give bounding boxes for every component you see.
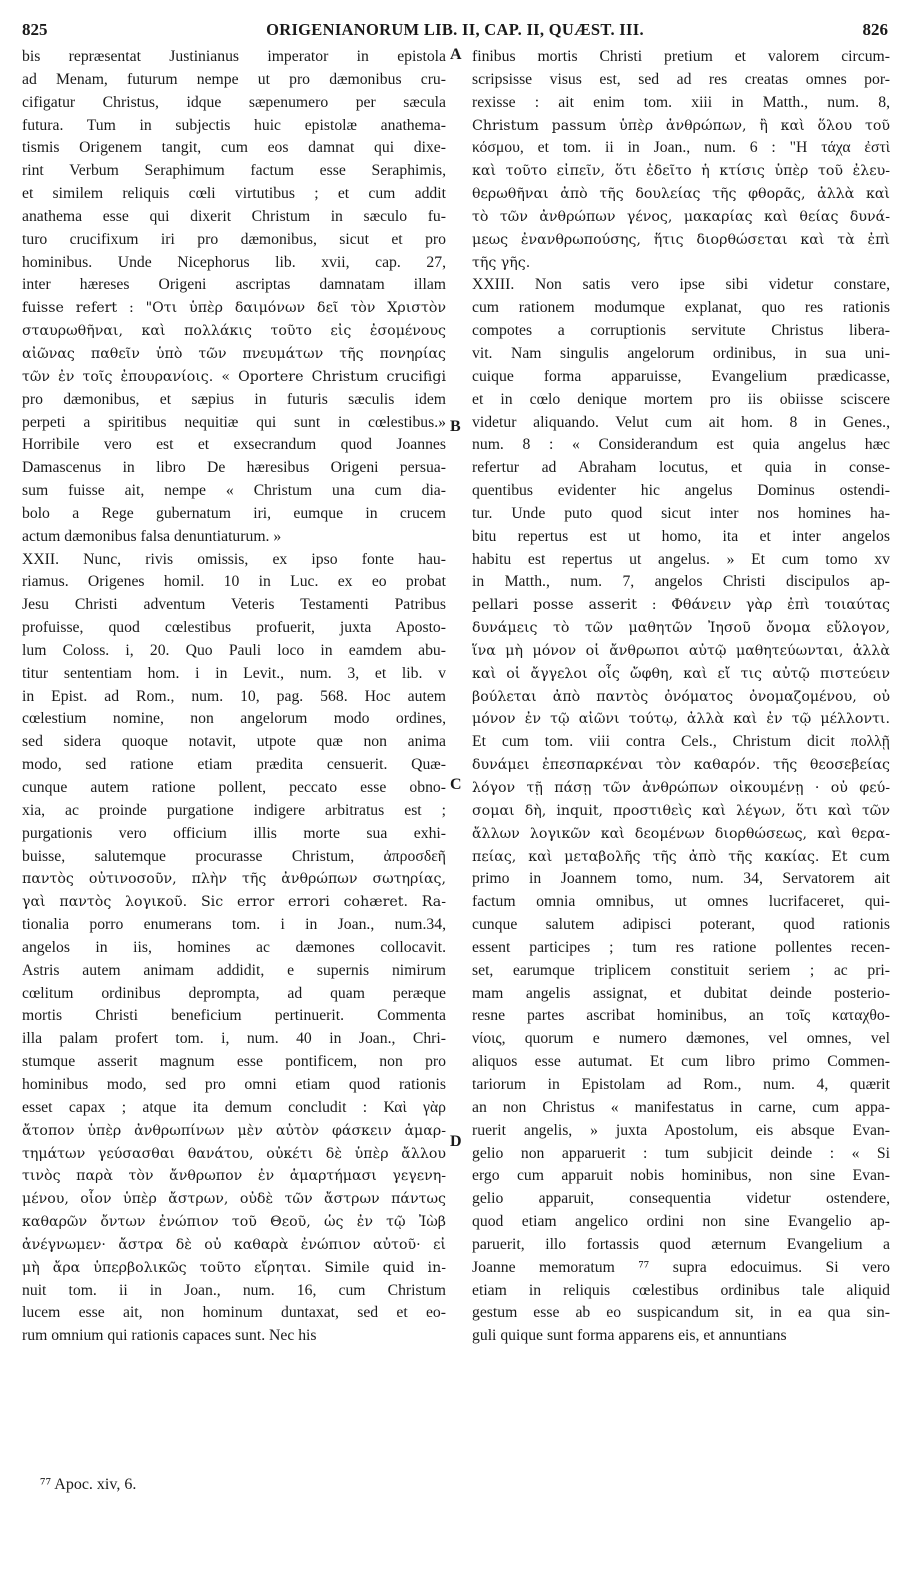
text-line: et similem reliquis cœli virtutibus ; et cum addit xyxy=(22,185,446,203)
text-line: θερωθῆναι ἀπὸ τῆς δουλείας τῆς φθορᾶς, ἀλλὰ καὶ xyxy=(472,186,890,203)
text-line: Joanne memoratum ⁷⁷ supra edocuimus. Si vero xyxy=(472,1258,890,1276)
text-line: quentibus evidenter hic angelus Dominus ostendi- xyxy=(472,482,890,500)
text-line: cœlitum ordinibus deprompta, ad quam peræque xyxy=(22,984,446,1002)
text-line: τὸ τῶν ἀνθρώπων γένος, μακαρίας καὶ θείας δυνά- xyxy=(472,208,890,225)
text-line: XXIII. Non satis vero ipse sibi videtur constare, xyxy=(472,276,890,294)
text-line: cifigatur Christus, idque sæpenumero per sæcula xyxy=(22,93,446,111)
text-line: fuisse refert : "Οτι ὑπὲρ δαιμόνων δεῖ τὸν Χριστὸν xyxy=(22,300,446,317)
margin-marker-a: A xyxy=(450,46,462,63)
text-line: videtur aliquando. Velut cum ait hom. 8 in Genes., xyxy=(472,413,890,431)
text-line: nuit tom. ii in Joan., num. 16, cum Christum xyxy=(22,1281,446,1299)
margin-marker-d: D xyxy=(450,1133,462,1150)
text-line: hominibus modo, sed pro omni etiam quod rationis xyxy=(22,1075,446,1093)
text-line: paruerit, illo fortassis quod æternum Evangelium a xyxy=(472,1235,890,1253)
text-line: rexisse : ait enim tom. xiii in Matth., num. 8, xyxy=(472,93,890,111)
text-line: ἵνα μὴ μόνον οἱ ἄνθρωποι αὐτῷ μαθητεύωνται, ἀλλὰ xyxy=(472,642,890,659)
text-line: primo in Joannem tomo, num. 34, Servatorem ait xyxy=(472,870,890,888)
text-line: ἄτοπον ὑπὲρ ἀνθρωπίνων μὲν αὐτὸν φάσκειν ἁμαρ- xyxy=(22,1122,446,1139)
text-line: bolo a Rege gubernatum iri, eumque in crucem xyxy=(22,504,446,522)
text-line: σομαι δὴ, inquit, προστιθεὶς καὶ λέγων, ὅτι καὶ τῶν xyxy=(472,802,890,819)
text-line: ruerit angelis, » juxta Apostolum, eis absque Evan- xyxy=(472,1121,890,1139)
text-line: xia, ac proinde purgatione indigere arbitratus est ; xyxy=(22,801,446,819)
text-line: παντὸς οὐτινοσοῦν, πλὴν τῆς ἀνθρώπων σωτηρίας, xyxy=(22,871,446,888)
text-line: compotes a corruptionis servitute Christus libera- xyxy=(472,322,890,340)
text-line: refertur ad Abraham locutus, et quia in conse- xyxy=(472,459,890,477)
text-line: βούλεται ἀπὸ παντὸς ὀνόματος ὀνομαζομένου, οὐ xyxy=(472,688,890,705)
left-column xyxy=(22,46,446,1348)
text-line: esset capax ; atque ita demum concludit : Καὶ γὰρ xyxy=(22,1098,446,1116)
text-line: lum Coloss. i, 20. Quo Pauli loco in eamdem abu- xyxy=(22,641,446,659)
text-line: Damascenus in libro De hæresibus Origeni persua- xyxy=(22,459,446,477)
text-line: num. 8 : « Considerandum est quia angelus hæc xyxy=(472,436,890,454)
text-line: guli quique sunt forma apparens eis, et annuntians xyxy=(472,1327,787,1345)
text-line: σταυρωθῆναι, καὶ πολλάκις τοῦτο εἰς ἐσομένους xyxy=(22,323,446,340)
text-line: mortis Christi beneficium pertinuerit. Commenta xyxy=(22,1007,446,1025)
text-line: τινὸς παρὰ τὸν ἄνθρωπον ἐν ἁμαρτήμασι γεγενη- xyxy=(22,1168,446,1185)
page-number-right: 826 xyxy=(862,20,888,39)
text-line: an non Christus « manifestatus in carne, cum appa- xyxy=(472,1098,890,1116)
text-line: illa palam profert tom. i, num. 40 in Joan., Chri- xyxy=(22,1030,446,1048)
text-line: perpeti a spiritibus nequitiæ qui sunt in cœlestibus.» xyxy=(22,413,446,431)
text-line: Christum passum ὑπὲρ ἀνθρώπων, ἢ καὶ ὅλου τοῦ xyxy=(472,117,890,134)
text-line: profuisse, quod cœlestibus profuerit, juxta Aposto- xyxy=(22,619,446,637)
text-line: ergo cum apparuit nobis hominibus, non sine Evan- xyxy=(472,1167,890,1185)
text-line: καὶ τοῦτο εἰπεῖν, ὅτι ἐδεῖτο ἡ κτίσις ὑπὲρ τοῦ ἐλευ- xyxy=(472,163,890,180)
text-line: ad Menam, futurum nempe ut pro dæmonibus cru- xyxy=(22,70,446,88)
text-line: τῆς γῆς. xyxy=(472,254,531,271)
text-line: purgationis vero officium illis morte sua exhi- xyxy=(22,824,446,842)
footnote: ⁷⁷ Apoc. xiv, 6. xyxy=(40,1476,137,1493)
text-line: γαὶ παντὸς λογικοῦ. Sic error errori cohæret. Ra- xyxy=(22,894,446,911)
margin-marker-c: C xyxy=(450,776,462,793)
text-line: cunque autem ratione pollent, peccato esse obno- xyxy=(22,779,446,796)
text-line: actum dæmonibus falsa denuntiaturum. » xyxy=(22,527,282,545)
text-line: buisse, salutemque procurasse Christum, ἀπροσδεῆ xyxy=(22,847,446,865)
text-line: pellari posse asserit : Φθάνειν γὰρ ἐπὶ τοιαύτας xyxy=(472,597,890,614)
text-line: resne partes ascribat hominibus, an τοῖς καταχθο- xyxy=(472,1007,890,1025)
text-line: sum fuisse ait, nempe « Christum una cum dia- xyxy=(22,482,446,500)
running-title: ORIGENIANORUM LIB. II, CAP. II, QUÆST. III. xyxy=(266,20,644,39)
page-number-left: 825 xyxy=(22,20,48,39)
text-line: factum omnia omnibus, ut omnes lucrifaceret, qui- xyxy=(472,893,890,911)
text-line: rint Verbum Seraphimum factum esse Seraphimis, xyxy=(22,162,446,180)
text-line: ἄλλων λογικῶν καὶ δεομένων διορθώσεως, καὶ θερα- xyxy=(472,825,890,842)
right-column xyxy=(472,46,890,1348)
text-line: sed sidera quoque notavit, utpote quæ non anima xyxy=(22,733,446,751)
text-line: in Matth., num. 7, angelos Christi discipulos ap- xyxy=(472,573,890,591)
text-line: futura. Tum in subjectis huic epistolæ anathema- xyxy=(22,116,446,134)
text-line: μόνον ἐν τῷ αἰῶνι τούτῳ, ἀλλὰ καὶ ἐν τῷ μέλλοντι. xyxy=(472,711,890,728)
text-line: καθαρῶν ὄντων ἐνώπιον τοῦ Θεοῦ, ὡς ἐν τῷ Ἰὼβ xyxy=(22,1214,446,1231)
text-line: cuique forma apparuisse, Evangelium prædicasse, xyxy=(472,367,890,385)
text-line: τῶν ἐν τοῖς ἐπουρανίοις. « Oportere Christum crucifigi xyxy=(22,368,446,385)
text-line: tionalia porro enumerans tom. i in Joan., num.34, xyxy=(22,916,446,934)
text-line: modo, sed ratione etiam prædita censuerit. Quæ- xyxy=(22,756,446,774)
text-line: gelio non apparuerit : tum subjicit deinde : « Si xyxy=(472,1144,890,1162)
text-line: aliquos esse autumat. Et cum libro primo Commen- xyxy=(472,1053,890,1071)
text-line: τημάτων γεύσασθαι θανάτου, οὐκέτι δὲ ὑπὲρ ἄλλου xyxy=(22,1145,446,1162)
text-line: κόσμου, et tom. ii in Joan., num. 6 : "Η τάχα ἐστὶ xyxy=(472,139,890,157)
text-line: Et cum tom. viii contra Cels., Christum dicit πολλῇ xyxy=(472,733,890,751)
text-line: turo crucifixum iri pro dæmonibus, sicut et pro xyxy=(22,230,446,248)
text-line: stumque asserit magnum esse pontificem, non pro xyxy=(22,1053,446,1071)
text-line: cum rationem modumque explanat, quo res rationis xyxy=(472,299,890,317)
text-line: XXII. Nunc, rivis omissis, ex ipso fonte hau- xyxy=(22,550,446,568)
margin-marker-b: B xyxy=(450,418,461,435)
text-line: καὶ οἱ ἄγγελοι οἷς ὤφθη, καὶ εἴ τις αὐτῷ πιστεύειν xyxy=(472,665,890,682)
text-line: αἰῶνας παθεῖν ὑπὸ τῶν πνευμάτων τῆς πονηρίας xyxy=(22,345,446,362)
text-line: titur sententiam hom. i in Levit., num. 3, et lib. v xyxy=(22,664,446,682)
text-line: μένου, οἷον ὑπὲρ ἄστρων, οὐδὲ τῶν ἄστρων πάντως xyxy=(22,1191,446,1208)
text-line: anathema esse qui dixerit Christum in sæculo fu- xyxy=(22,207,446,225)
text-line: Astris autem animam addidit, e supernis nimirum xyxy=(22,961,446,979)
text-line: bis repræsentat Justinianus imperator in epistola xyxy=(22,48,446,65)
text-line: scripsisse visus est, sed ad res creatas omnes por- xyxy=(472,70,890,88)
text-line: etiam in reliquis cœlestibus ordinibus tale aliquid xyxy=(472,1281,890,1299)
text-line: riamus. Origenes homil. 10 in Luc. ex eo probat xyxy=(22,573,446,591)
text-line: gelio apparuit, consequentia videtur ostendere, xyxy=(472,1190,890,1208)
text-line: rum omnium qui rationis capaces sunt. Nec his xyxy=(22,1327,317,1345)
text-line: pro dæmonibus, et sæpius in futuris sæculis idem xyxy=(22,390,446,408)
text-line: Horribile vero est et exsecrandum quod Joannes xyxy=(22,436,446,454)
text-line: μεως ἐνανθρωπούσης, ἥτις διορθώσεται καὶ τὰ ἐπὶ xyxy=(472,231,890,248)
page-header xyxy=(22,20,888,46)
text-line: inter hæreses Origeni ascriptas damnatam illam xyxy=(22,276,446,294)
text-line: mam angelis assignat, et dubitat deinde posterio- xyxy=(472,984,890,1002)
text-line: gestum esse ab eo suspicandum sit, in ea qua sin- xyxy=(472,1304,890,1322)
text-line: Jesu Christi adventum Veteris Testamenti Patribus xyxy=(22,596,446,614)
text-line: πείας, καὶ μεταβολῆς τῆς ἀπὸ τῆς κακίας. Et cum xyxy=(472,848,890,865)
text-line: cunque salutem adipisci poterant, quod rationis xyxy=(472,916,890,934)
text-line: νίοις, quorum e numero dæmones, vel omnes, vel xyxy=(472,1030,890,1048)
text-line: bitu repertus est ut homo, ita et inter angelos xyxy=(472,527,890,545)
text-line: in Epist. ad Rom., num. 10, pag. 568. Hoc autem xyxy=(22,687,446,705)
text-line: tariorum in Epistolam ad Rom., num. 4, quærit xyxy=(472,1075,890,1093)
text-line: angelos in iis, homines ac dæmones collocavit. xyxy=(22,938,446,956)
text-line: λόγον τῇ πάσῃ τῶν ἀνθρώπων οἰκουμένῃ · οὐ φεύ- xyxy=(472,780,890,796)
text-line: hominibus. Unde Nicephorus lib. xvii, cap. 27, xyxy=(22,253,446,271)
text-line: δυνάμεις τὸ τῶν μαθητῶν Ἰησοῦ ὄνομα εὔλογον, xyxy=(472,620,890,637)
text-line: habitu est repertus ut angelus. » Et cum tomo xv xyxy=(472,550,890,568)
text-line: μὴ ἄρα ὑπερβολικῶς τοῦτο εἴρηται. Simile quid in- xyxy=(22,1259,446,1276)
text-line: cœlestium nomine, non angelorum modo ordines, xyxy=(22,710,446,728)
text-line: et in cœlo denique mortem pro iis obiisse sciscere xyxy=(472,390,890,408)
text-line: tismis Origenem tangit, cum eos damnat qui dixe- xyxy=(22,139,446,157)
text-line: vit. Nam singulis angelorum ordinibus, in sua uni- xyxy=(472,344,890,362)
text-line: set, earumque triplicem constituit seriem ; ac pri- xyxy=(472,961,890,979)
text-line: finibus mortis Christi pretium et valorem circum- xyxy=(472,48,890,65)
text-line: δυνάμει ἐπεσπαρκέναι τὸν καθαρόν. τῆς θεοσεβείας xyxy=(472,757,890,774)
text-line: essent participes ; tum res ratione pollentes recen- xyxy=(472,938,890,956)
text-line: quod etiam angelico ordini non sine Evangelio ap- xyxy=(472,1213,890,1231)
text-line: tur. Unde puto quod sicut inter nos homines ha- xyxy=(472,504,890,522)
text-line: lucem esse ait, non hominum duntaxat, sed et eo- xyxy=(22,1304,446,1322)
text-line: ἀνέγνωμεν· ἄστρα δὲ οὐ καθαρὰ ἐνώπιον αὐτοῦ· εἰ xyxy=(22,1236,446,1253)
